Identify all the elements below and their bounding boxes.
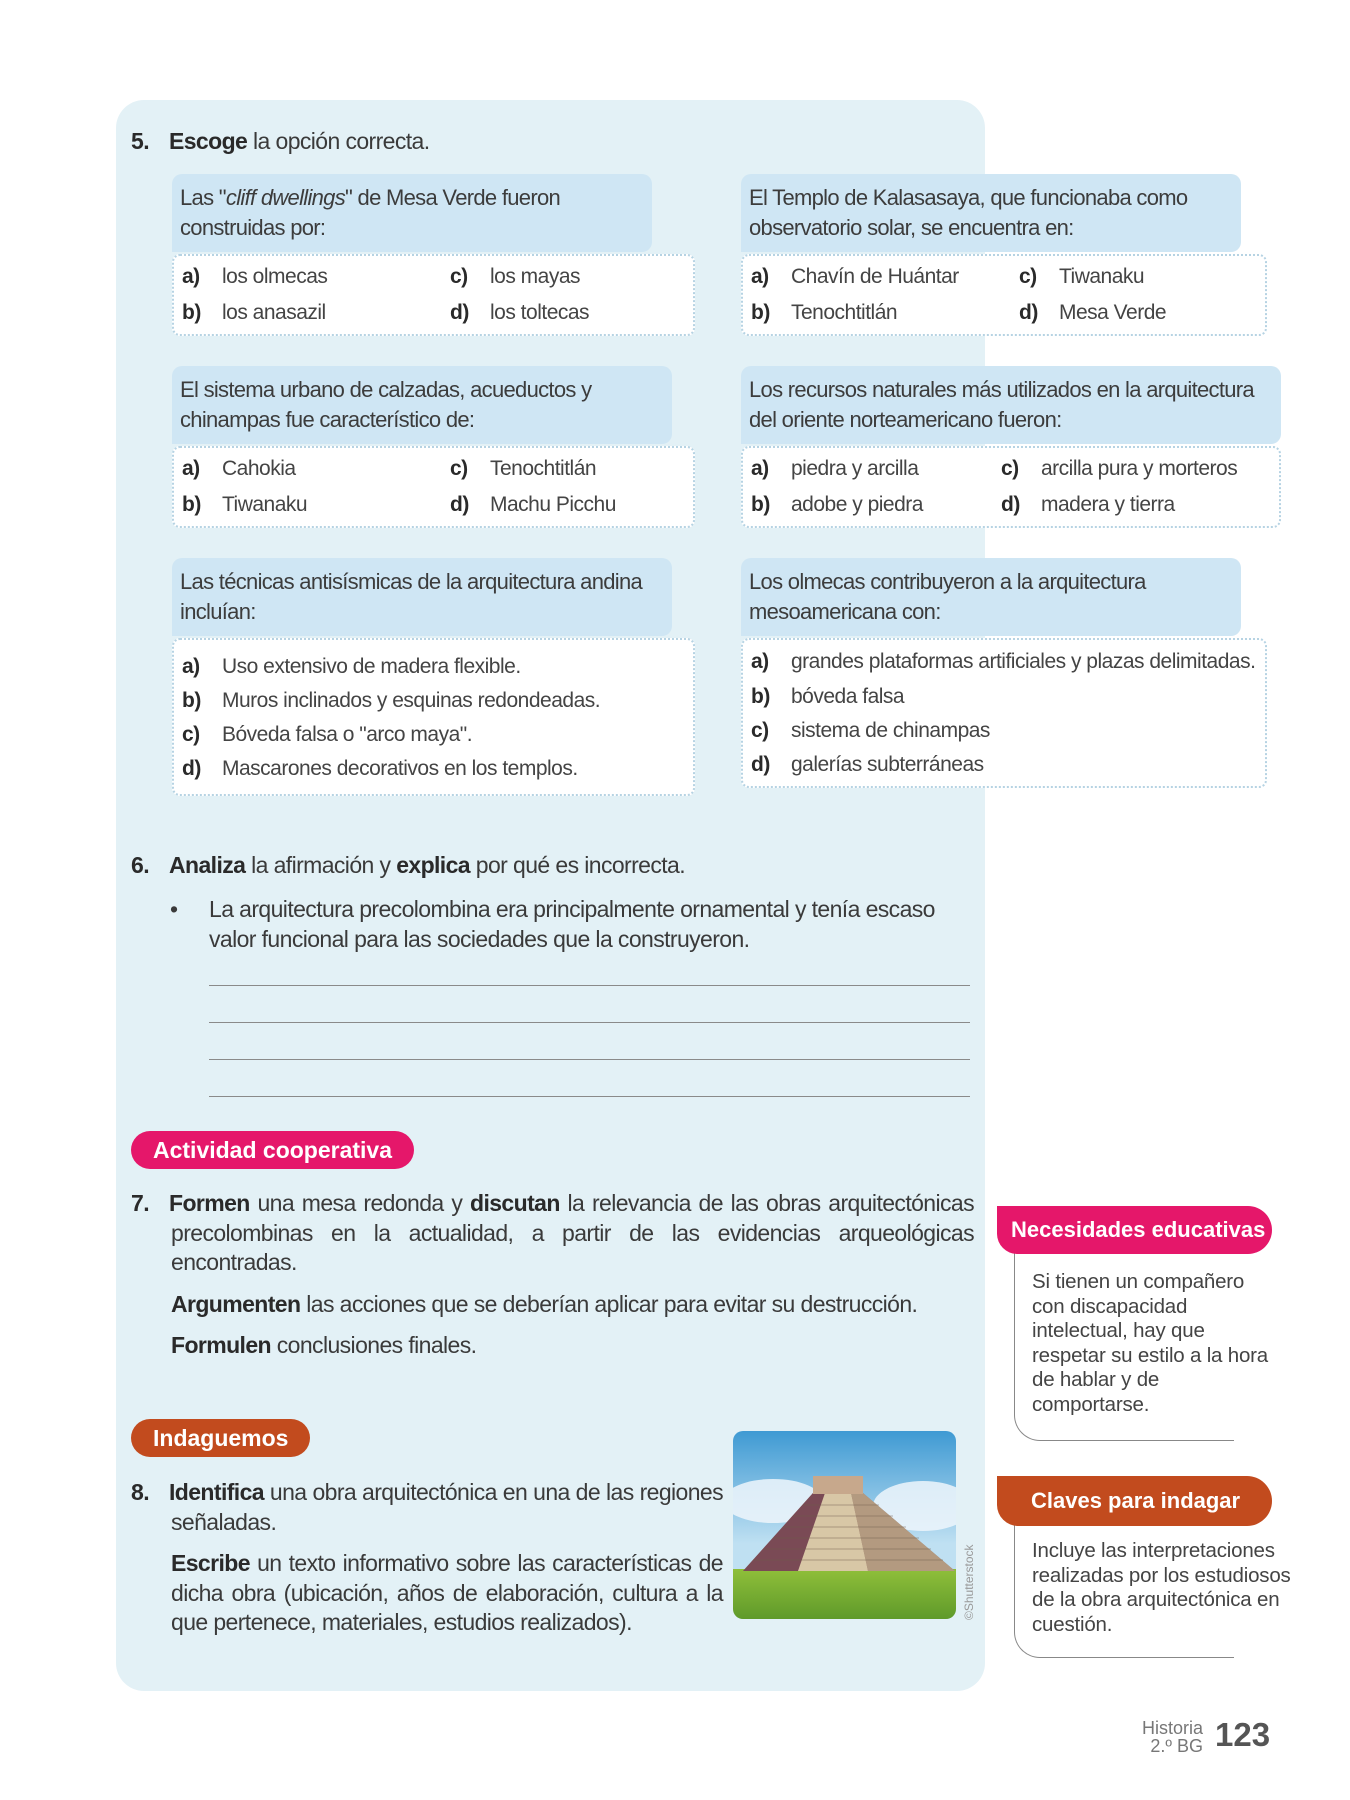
option-d[interactable]: d) Mesa Verde bbox=[1019, 301, 1167, 324]
options-box bbox=[741, 638, 1267, 788]
answer-line[interactable] bbox=[209, 1022, 970, 1023]
question-5-title: 5. Escoge la opción correcta. bbox=[131, 128, 430, 154]
option-b[interactable]: b) adobe y piedra bbox=[751, 493, 923, 516]
question-7-argumenten: Argumenten las acciones que se deberían aplicar para evitar su destrucción. bbox=[171, 1290, 918, 1317]
option-d[interactable]: d) Machu Picchu bbox=[450, 493, 616, 516]
answer-line[interactable] bbox=[209, 1096, 970, 1097]
option-d[interactable]: d) madera y tierra bbox=[1001, 493, 1175, 516]
option-c[interactable]: c) Tiwanaku bbox=[1019, 265, 1145, 288]
actividad-cooperativa-badge: Actividad cooperativa bbox=[131, 1131, 414, 1169]
options-box bbox=[172, 254, 695, 336]
question-prompt: El sistema urbano de calzadas, acueductos y chinampas fue característico de: bbox=[172, 366, 672, 444]
options-box bbox=[172, 638, 695, 796]
option-c[interactable]: c) sistema de chinampas bbox=[751, 719, 990, 742]
answer-line[interactable] bbox=[209, 985, 970, 986]
question-prompt: Los recursos naturales más utilizados en la arquitectura del oriente norteamericano fueron: bbox=[741, 366, 1281, 444]
option-d[interactable]: d) los toltecas bbox=[450, 301, 590, 324]
question-item bbox=[172, 366, 695, 528]
question-8 bbox=[131, 1478, 723, 1638]
question-prompt: El Templo de Kalasasaya, que funcionaba como observatorio solar, se encuentra en: bbox=[741, 174, 1241, 252]
question-7 bbox=[131, 1189, 974, 1361]
option-b[interactable]: b) Tenochtitlán bbox=[751, 301, 898, 324]
pyramid-photo bbox=[733, 1431, 956, 1619]
question-7-formulen: Formulen conclusiones finales. bbox=[171, 1332, 477, 1358]
options-box bbox=[741, 446, 1281, 528]
statement: La arquitectura precolombina era principalmente ornamental y tenía escaso valor funcional para las sociedades que la construyeron. bbox=[209, 896, 935, 952]
option-c[interactable]: c) los mayas bbox=[450, 265, 581, 288]
answer-line[interactable] bbox=[209, 1059, 970, 1060]
question-item bbox=[172, 558, 695, 796]
option-a[interactable]: a) Cahokia bbox=[182, 457, 296, 480]
necesidades-body: Si tienen un compañero con discapacidad intelectual, hay que respetar su estilo a la hora de hablar y de comportarse. bbox=[1032, 1270, 1268, 1416]
option-b[interactable]: b) los anasazil bbox=[182, 301, 326, 324]
option-b[interactable]: b) Tiwanaku bbox=[182, 493, 308, 516]
options-box bbox=[172, 446, 695, 528]
necesidades-title: Necesidades educativas bbox=[997, 1206, 1272, 1254]
question-prompt: Las "cliff dwellings" de Mesa Verde fueron construidas por: bbox=[172, 174, 652, 252]
option-c[interactable]: c) Tenochtitlán bbox=[450, 457, 597, 480]
question-item bbox=[741, 558, 1281, 788]
question-8-escribe: Escribe un texto informativo sobre las características de dicha obra (ubicación, años de elaboración, cultura a la que pertenece, materiales, estudios realizados). bbox=[171, 1550, 723, 1635]
question-6-title: 6. Analiza la afirmación y explica por qué es incorrecta. bbox=[131, 852, 686, 878]
option-b[interactable]: b) Muros inclinados y esquinas redondeadas. bbox=[182, 689, 601, 712]
footer-subject: Historia 2.º BG bbox=[1141, 1718, 1203, 1756]
option-c[interactable]: c) arcilla pura y morteros bbox=[1001, 457, 1238, 480]
option-d[interactable]: d) Mascarones decorativos en los templos. bbox=[182, 757, 578, 780]
bullet-icon: • bbox=[170, 896, 179, 922]
option-a[interactable]: a) Uso extensivo de madera flexible. bbox=[182, 655, 521, 678]
option-d[interactable]: d) galerías subterráneas bbox=[751, 753, 984, 776]
question-prompt: Las técnicas antisísmicas de la arquitectura andina incluían: bbox=[172, 558, 672, 636]
option-a[interactable]: a) grandes plataformas artificiales y plazas delimitadas. bbox=[751, 650, 1256, 673]
photo-credit: ©Shutterstock bbox=[962, 1544, 976, 1620]
page-number: 123 bbox=[1215, 1716, 1271, 1753]
option-c[interactable]: c) Bóveda falsa o "arco maya". bbox=[182, 723, 473, 746]
option-a[interactable]: a) piedra y arcilla bbox=[751, 457, 919, 480]
option-a[interactable]: a) Chavín de Huántar bbox=[751, 265, 959, 288]
question-8-text: 8. Identifica una obra arquitectónica en una de las regiones señaladas. bbox=[131, 1479, 723, 1535]
option-b[interactable]: b) bóveda falsa bbox=[751, 685, 905, 708]
options-box bbox=[741, 254, 1267, 336]
question-item bbox=[741, 366, 1301, 528]
indaguemos-badge: Indaguemos bbox=[131, 1419, 310, 1457]
question-7-text: 7. Formen una mesa redonda y discutan la relevancia de las obras arquitectónicas precolombinas en la actualidad, a partir de las evidencias arqueológicas encontradas. bbox=[131, 1190, 974, 1275]
option-a[interactable]: a) los olmecas bbox=[182, 265, 328, 288]
question-prompt: Los olmecas contribuyeron a la arquitectura mesoamericana con: bbox=[741, 558, 1241, 636]
claves-title: Claves para indagar bbox=[997, 1476, 1272, 1526]
question-item bbox=[741, 174, 1281, 336]
question-item bbox=[172, 174, 695, 336]
claves-body: Incluye las interpretaciones realizadas por los estudiosos de la obra arquitectónica en cuestión. bbox=[1032, 1539, 1291, 1636]
